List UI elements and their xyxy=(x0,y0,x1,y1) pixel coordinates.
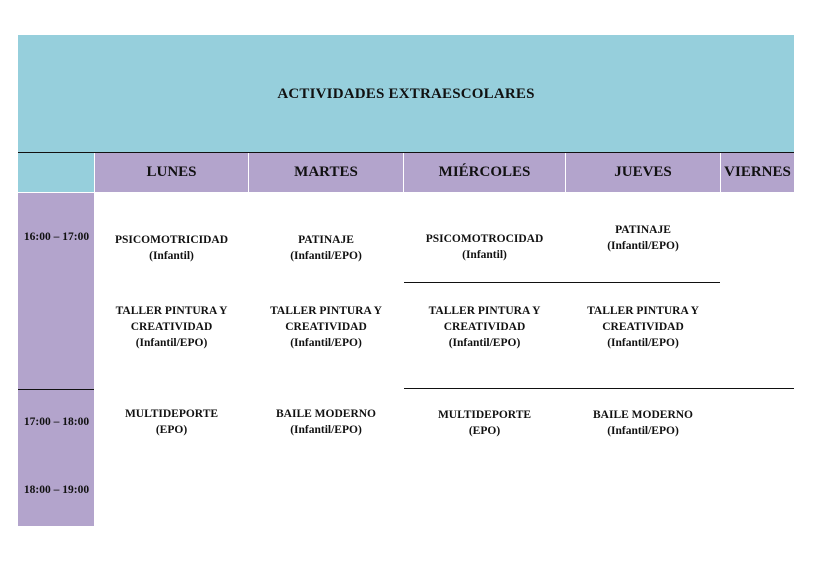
row-divider-2 xyxy=(404,388,794,389)
activity-cell xyxy=(249,303,403,351)
day-friday: VIERNES xyxy=(721,153,794,192)
day-monday: LUNES xyxy=(95,153,248,192)
activity-name: TALLER PINTURA Y xyxy=(115,305,228,317)
activity-cell xyxy=(566,407,720,439)
time-slot-3: 18:00 – 19:00 xyxy=(23,484,90,496)
activity-name: PSICOMOTRICIDAD xyxy=(114,234,229,246)
time-block-2 xyxy=(18,390,94,526)
activity-group: (Infantil/EPO) xyxy=(607,425,679,437)
activity-group: (Infantil) xyxy=(149,250,194,262)
activity-name: PSICOMOTROCIDAD xyxy=(425,233,544,245)
activity-name: CREATIVIDAD xyxy=(285,321,367,333)
activity-name: TALLER PINTURA Y xyxy=(428,305,541,317)
corner-cell xyxy=(18,153,94,192)
activity-group: (Infantil/EPO) xyxy=(448,337,521,349)
activity-cell xyxy=(404,231,565,263)
time-slot-2: 17:00 – 18:00 xyxy=(23,416,90,428)
activity-name: BAILE MODERNO xyxy=(276,408,376,420)
activity-name: TALLER PINTURA Y xyxy=(587,305,699,317)
time-slot-1: 16:00 – 17:00 xyxy=(23,231,90,243)
activity-name: CREATIVIDAD xyxy=(443,321,526,333)
activity-name: MULTIDEPORTE xyxy=(124,408,219,420)
activity-cell xyxy=(566,303,720,351)
activity-name: CREATIVIDAD xyxy=(130,321,213,333)
day-tuesday: MARTES xyxy=(249,153,403,192)
activity-cell xyxy=(95,406,248,438)
page-title: ACTIVIDADES EXTRAESCOLARES xyxy=(277,86,535,102)
activity-name: PATINAJE xyxy=(298,234,354,246)
activity-cell xyxy=(404,407,565,439)
activity-group: (Infantil) xyxy=(462,249,507,261)
activity-group: (Infantil/EPO) xyxy=(135,337,208,349)
activity-cell xyxy=(404,303,565,351)
activity-name: TALLER PINTURA Y xyxy=(270,305,382,317)
day-thursday: JUEVES xyxy=(566,153,720,192)
activity-name: MULTIDEPORTE xyxy=(437,409,532,421)
row-divider-1 xyxy=(404,282,720,283)
activity-cell xyxy=(95,303,248,351)
activity-group: (EPO) xyxy=(468,425,501,437)
time-divider xyxy=(18,389,94,390)
activity-cell xyxy=(249,406,403,438)
activity-name: PATINAJE xyxy=(615,224,671,236)
activity-group: (Infantil/EPO) xyxy=(290,424,362,436)
activity-name: CREATIVIDAD xyxy=(602,321,684,333)
activity-name: BAILE MODERNO xyxy=(593,409,693,421)
time-block-1 xyxy=(18,193,94,389)
activity-group: (Infantil/EPO) xyxy=(607,337,679,349)
activity-group: (EPO) xyxy=(155,424,188,436)
activity-cell xyxy=(95,232,248,264)
activity-group: (Infantil/EPO) xyxy=(290,250,362,262)
day-wednesday: MIÉRCOLES xyxy=(404,153,565,192)
activity-cell xyxy=(249,232,403,264)
activity-cell xyxy=(566,222,720,254)
activity-group: (Infantil/EPO) xyxy=(607,240,679,252)
activity-group: (Infantil/EPO) xyxy=(290,337,362,349)
